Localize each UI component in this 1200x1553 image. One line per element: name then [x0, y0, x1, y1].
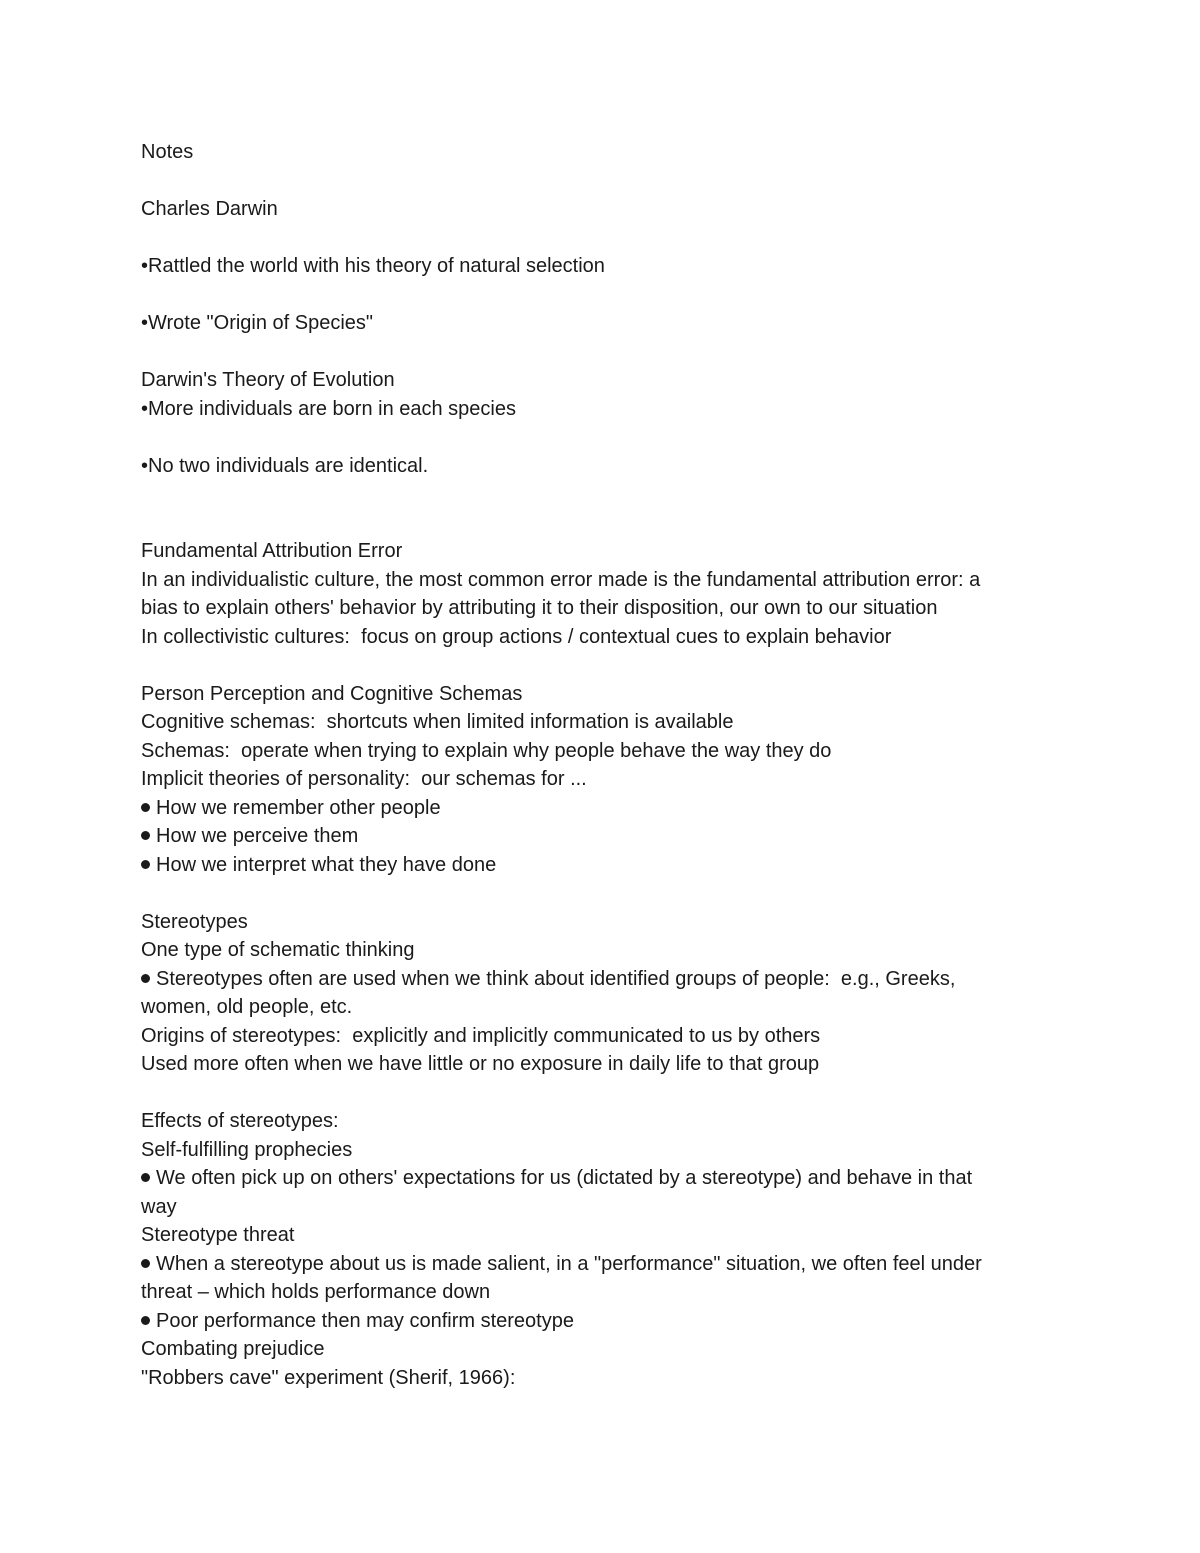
schemas-heading: Person Perception and Cognitive Schemas: [141, 682, 523, 705]
bullet-icon: [141, 1173, 150, 1182]
stereotypes-line-2: Origins of stereotypes: explicitly and implicitly communicated to us by others: [141, 1024, 821, 1047]
fae-line-3: In collectivistic cultures: focus on group actions / contextual cues to explain behavior: [141, 625, 892, 648]
stereotypes-line-3: Used more often when we have little or no exposure in daily life to that group: [141, 1053, 820, 1075]
stereotypes-line-1: One type of schematic thinking: [141, 939, 415, 961]
effects-sub-1: Self-fulfilling prophecies: [141, 1138, 353, 1161]
fae-heading: Fundamental Attribution Error: [141, 540, 403, 562]
stereotypes-bullet-1-cont: women, old people, etc.: [141, 996, 353, 1018]
schemas-line-3: Implicit theories of personality: our schemas for ...: [141, 768, 587, 790]
effects-heading: Effects of stereotypes:: [141, 1110, 339, 1132]
effects-bullet-1-cont: way: [141, 1195, 177, 1218]
effects-bullet-2-cont: threat – which holds performance down: [141, 1281, 491, 1303]
effects-sub-3: Combating prejudice: [141, 1338, 325, 1360]
schemas-line-2: Schemas: operate when trying to explain why people behave the way they do: [141, 739, 832, 762]
stereotypes-heading: Stereotypes: [141, 910, 248, 933]
effects-last-line: "Robbers cave" experiment (Sherif, 1966):: [141, 1366, 516, 1389]
effects-sub-2: Stereotype threat: [141, 1224, 295, 1246]
bullet-icon: [141, 803, 150, 812]
darwin-heading: Charles Darwin: [141, 198, 278, 220]
darwin-item-2: •Wrote "Origin of Species": [141, 312, 374, 334]
effects-bullet-1: We often pick up on others' expectations for us (dictated by a stereotype) and behave in that: [141, 1164, 1061, 1193]
schemas-bullet-2: How we perceive them: [141, 822, 1061, 851]
schemas-bullet-3: How we interpret what they have done: [141, 851, 1061, 880]
fae-line-2: bias to explain others' behavior by attributing it to their disposition, our own to our situation: [141, 597, 938, 619]
schemas-bullet-1: How we remember other people: [141, 794, 1061, 823]
fae-line-1: In an individualistic culture, the most common error made is the fundamental attribution error: a: [141, 568, 981, 591]
effects-bullet-2: When a stereotype about us is made salient, in a "performance" situation, we often feel under: [141, 1250, 1061, 1279]
evolution-item-2: •No two individuals are identical.: [141, 454, 429, 477]
stereotypes-bullet-1: Stereotypes often are used when we think about identified groups of people: e.g., Greeks,: [141, 965, 1061, 994]
effects-bullet-3: Poor performance then may confirm stereotype: [141, 1307, 1061, 1336]
bullet-icon: [141, 831, 150, 840]
bullet-icon: [141, 1316, 150, 1325]
schemas-line-1: Cognitive schemas: shortcuts when limited information is available: [141, 711, 734, 733]
document-body: [141, 138, 1061, 1392]
bullet-icon: [141, 974, 150, 983]
darwin-item-1: •Rattled the world with his theory of natural selection: [141, 255, 605, 277]
evolution-item-1: •More individuals are born in each species: [141, 397, 516, 420]
doc-title: Notes: [141, 141, 194, 163]
bullet-icon: [141, 1259, 150, 1268]
bullet-icon: [141, 860, 150, 869]
evolution-heading: Darwin's Theory of Evolution: [141, 369, 395, 391]
